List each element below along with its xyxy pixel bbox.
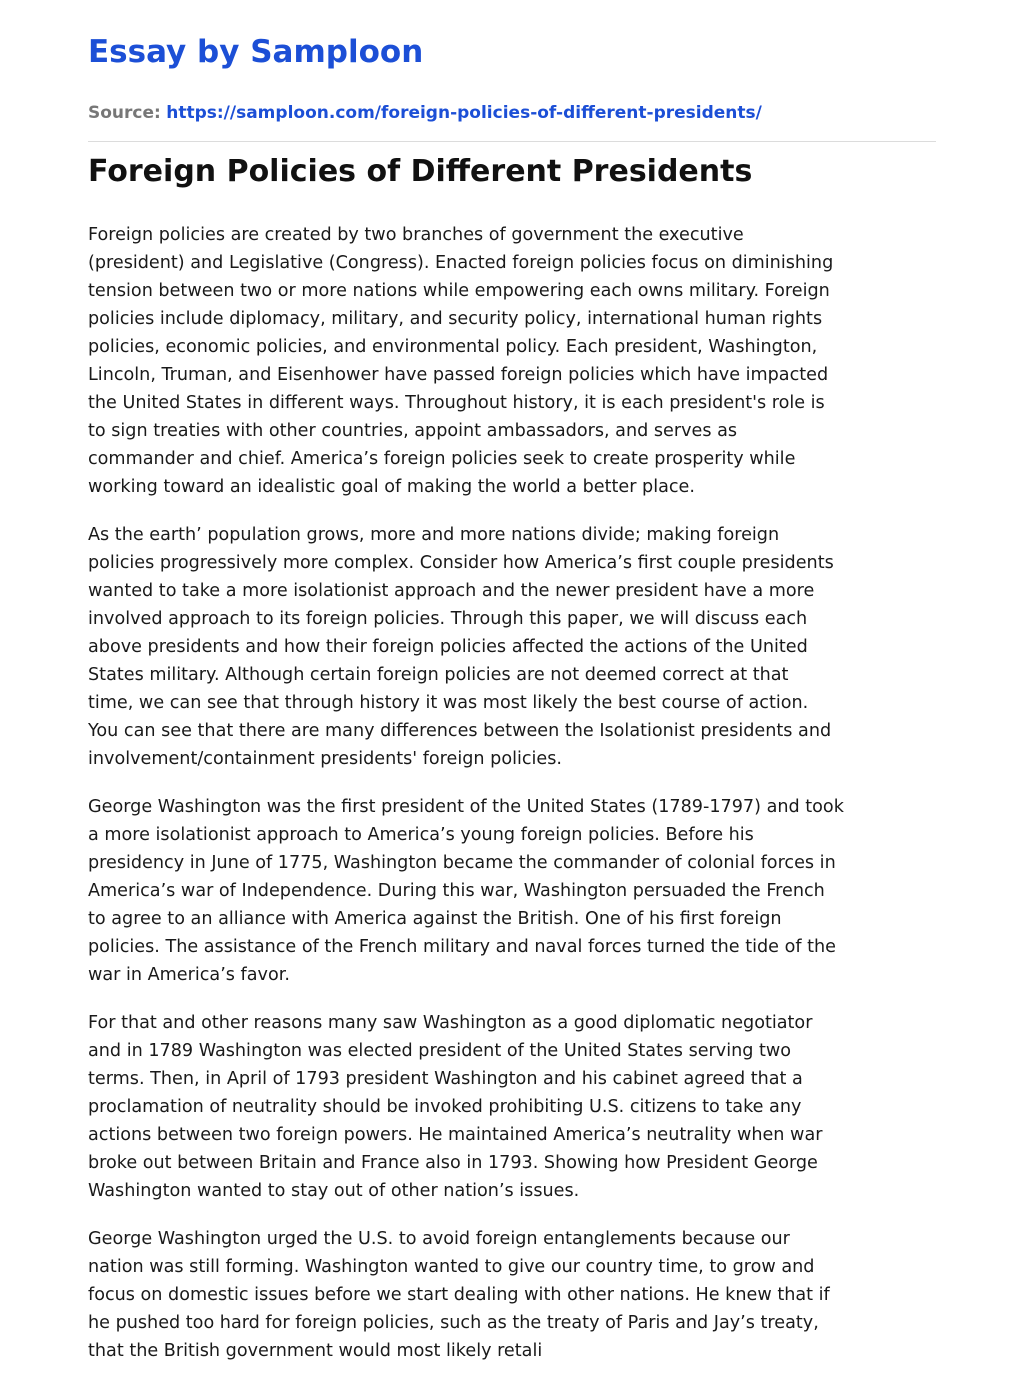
- text-line: wanted to take a more isolationist approach and the newer president have a more: [88, 581, 815, 601]
- text-line: a more isolationist approach to America’s young foreign policies. Before his: [88, 825, 754, 845]
- text-line: broke out between Britain and France also in 1793. Showing how President George: [88, 1153, 818, 1173]
- text-line: policies. The assistance of the French military and naval forces turned the tide of the: [88, 937, 836, 957]
- source-line: [88, 102, 762, 124]
- text-line: George Washington was the first president of the United States (1789-1797) and took: [88, 797, 844, 817]
- essay-title: Foreign Policies of Different Presidents: [88, 154, 753, 189]
- text-line: proclamation of neutrality should be invoked prohibiting U.S. citizens to take any: [88, 1097, 802, 1117]
- text-line: You can see that there are many differences between the Isolationist presidents and: [88, 721, 832, 741]
- text-line: involvement/containment presidents' foreign policies.: [88, 749, 563, 769]
- text-line: commander and chief. America’s foreign policies seek to create prosperity while: [88, 449, 796, 469]
- text-line: America’s war of Independence. During this war, Washington persuaded the French: [88, 881, 825, 901]
- text-line: policies include diplomacy, military, and security policy, international human rights: [88, 309, 823, 329]
- source-label: Source:: [88, 103, 161, 123]
- text-line: above presidents and how their foreign policies affected the actions of the United: [88, 637, 808, 657]
- site-brand-title[interactable]: Essay by Samploon: [88, 34, 424, 70]
- text-line: tension between two or more nations while empowering each owns military. Foreign: [88, 281, 830, 301]
- text-line: (president) and Legislative (Congress). Enacted foreign policies focus on diminishing: [88, 253, 834, 273]
- text-line: that the British government would most likely retali: [88, 1341, 543, 1361]
- text-line: to agree to an alliance with America against the British. One of his first foreign: [88, 909, 782, 929]
- essay-body: [88, 221, 936, 1385]
- text-line: As the earth’ population grows, more and more nations divide; making foreign: [88, 525, 780, 545]
- text-line: nation was still forming. Washington wanted to give our country time, to grow and: [88, 1257, 815, 1277]
- text-line: involved approach to its foreign policies. Through this paper, we will discuss each: [88, 609, 808, 629]
- text-line: presidency in June of 1775, Washington became the commander of colonial forces in: [88, 853, 836, 873]
- text-line: Washington wanted to stay out of other nation’s issues.: [88, 1181, 580, 1201]
- essay-paragraph-4: [88, 1009, 936, 1205]
- text-line: focus on domestic issues before we start dealing with other nations. He knew that if: [88, 1285, 830, 1305]
- essay-paragraph-1: [88, 221, 936, 501]
- text-line: and in 1789 Washington was elected president of the United States serving two: [88, 1041, 792, 1061]
- text-line: he pushed too hard for foreign policies, such as the treaty of Paris and Jay’s treaty,: [88, 1313, 819, 1333]
- text-line: Lincoln, Truman, and Eisenhower have passed foreign policies which have impacted: [88, 365, 829, 385]
- text-line: actions between two foreign powers. He maintained America’s neutrality when war: [88, 1125, 823, 1145]
- essay-paragraph-5: [88, 1225, 936, 1365]
- header-divider: [88, 141, 936, 142]
- text-line: policies progressively more complex. Consider how America’s first couple presidents: [88, 553, 834, 573]
- text-line: time, we can see that through history it was most likely the best course of action.: [88, 693, 809, 713]
- text-line: to sign treaties with other countries, appoint ambassadors, and serves as: [88, 421, 738, 441]
- text-line: For that and other reasons many saw Washington as a good diplomatic negotiator: [88, 1013, 813, 1033]
- text-line: terms. Then, in April of 1793 president Washington and his cabinet agreed that a: [88, 1069, 803, 1089]
- source-link[interactable]: https://samploon.com/foreign-policies-of-different-presidents/: [166, 103, 762, 123]
- text-line: working toward an idealistic goal of making the world a better place.: [88, 477, 695, 497]
- text-line: the United States in different ways. Throughout history, it is each president's role is: [88, 393, 825, 413]
- text-line: policies, economic policies, and environmental policy. Each president, Washington,: [88, 337, 818, 357]
- text-line: Foreign policies are created by two branches of government the executive: [88, 225, 744, 245]
- text-line: George Washington urged the U.S. to avoid foreign entanglements because our: [88, 1229, 790, 1249]
- essay-paragraph-2: [88, 521, 936, 773]
- text-line: war in America’s favor.: [88, 965, 290, 985]
- essay-paragraph-3: [88, 793, 936, 989]
- text-line: States military. Although certain foreign policies are not deemed correct at that: [88, 665, 789, 685]
